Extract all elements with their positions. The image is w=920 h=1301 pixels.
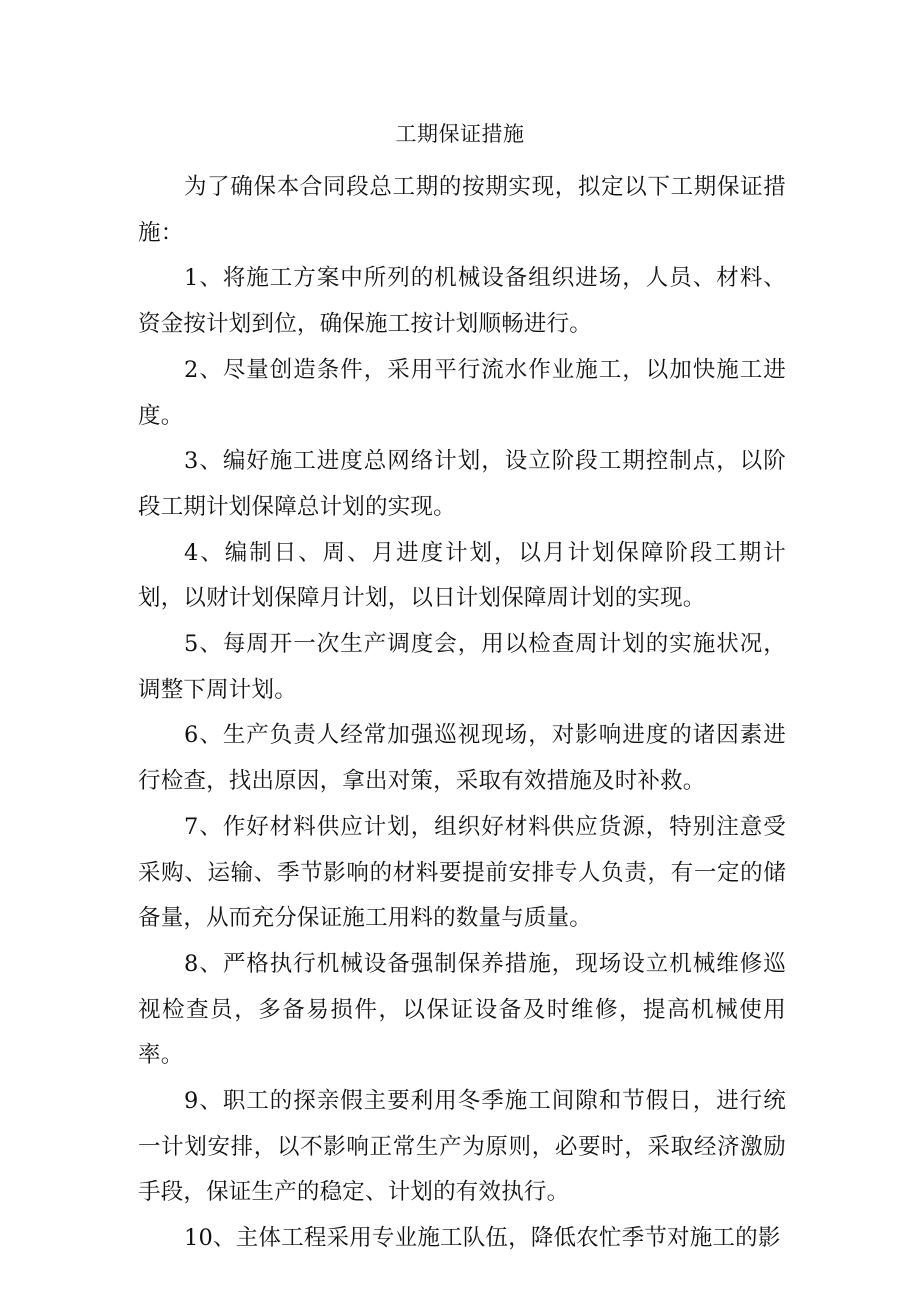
document-body — [138, 165, 786, 1262]
document-title: 工期保证措施 — [395, 122, 525, 146]
measure-item-8: 8、严格执行机械设备强制保养措施，现场设立机械维修巡视检查员，多备易损件，以保证设备及时维修，提高机械使用率。 — [138, 950, 786, 1069]
measure-item-9: 9、职工的探亲假主要利用冬季施工间隙和节假日，进行统一计划安排，以不影响正常生产为原则，必要时，采取经济激励手段，保证生产的稳定、计划的有效执行。 — [138, 1088, 786, 1206]
measure-item-3: 3、编好施工进度总网络计划，设立阶段工期控制点，以阶段工期计划保障总计划的实现。 — [138, 448, 786, 520]
measure-item-10: 10、主体工程采用专业施工队伍，降低农忙季节对施工的影 — [184, 1225, 781, 1252]
measure-item-4: 4、编制日、周、月进度计划，以月计划保障阶段工期计划，以财计划保障月计划，以日计划保障周计划的实现。 — [138, 539, 786, 612]
intro-paragraph: 为了确保本合同段总工期的按期实现，拟定以下工期保证措施： — [138, 174, 786, 246]
measure-item-1: 1、将施工方案中所列的机械设备组织进场，人员、材料、资金按计划到位，确保施工按计划顺畅进行。 — [138, 265, 786, 338]
measure-item-7: 7、作好材料供应计划，组织好材料供应货源，特别注意受采购、运输、季节影响的材料要提前安排专人负责，有一定的储备量，从而充分保证施工用料的数量与质量。 — [138, 813, 786, 932]
measure-item-5: 5、每周开一次生产调度会，用以检查周计划的实施状况，调整下周计划。 — [138, 631, 786, 703]
measure-item-2: 2、尽量创造条件，采用平行流水作业施工，以加快施工进度。 — [138, 356, 786, 429]
measure-item-6: 6、生产负责人经常加强巡视现场，对影响进度的诸因素进行检查，找出原因，拿出对策，采取有效措施及时补救。 — [138, 722, 786, 795]
